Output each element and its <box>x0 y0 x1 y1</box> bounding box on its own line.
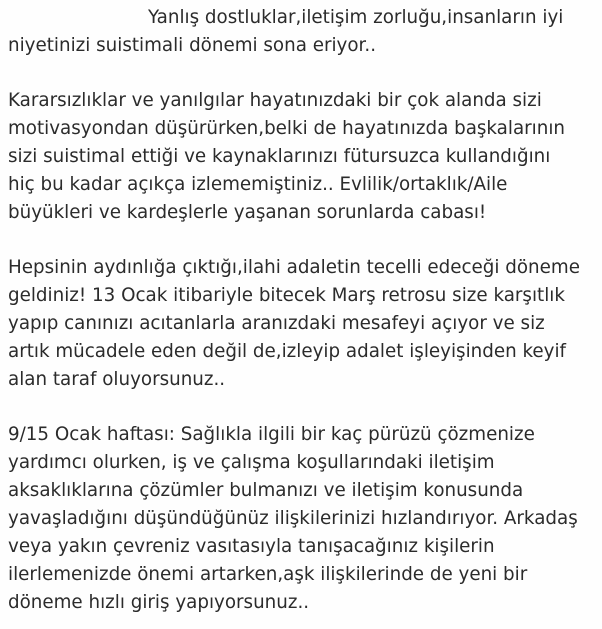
paragraph-4-line-2: yardımcı olurken, iş ve çalışma koşullarındaki iletişim <box>8 452 495 473</box>
paragraph-2-line-3: sizi suistimal ettiği ve kaynaklarınızı fütursuzca kullandığını <box>8 146 551 167</box>
paragraph-3-line-5: alan taraf oluyorsunuz.. <box>8 369 226 390</box>
paragraph-3-line-1: Hepsinin aydınlığa çıktığı,ilahi adaletin tecelli edeceği döneme <box>8 257 580 278</box>
paragraph-1-line-1: Yanlış dostluklar,iletişim zorluğu,insanların iyi <box>148 7 564 28</box>
paragraph-3-line-3: yapıp canınızı acıtanlarla aranızdaki mesafeyi açıyor ve siz <box>8 313 545 334</box>
paragraph-2-line-4: hiç bu kadar açıkça izlememiştiniz.. Evlilik/ortaklık/Aile <box>8 174 508 195</box>
paragraph-4-line-5: veya yakın çevreniz vasıtasıyla tanışacağınız kişilerin <box>8 536 495 557</box>
paragraph-4-line-6: ilerlemenizde önemi artarken,aşk ilişkilerinde de yeni bir <box>8 564 528 585</box>
paragraph-4-line-3: aksaklıklarına çözümler bulmanızı ve iletişim konusunda <box>8 480 524 501</box>
paragraph-4-line-1: 9/15 Ocak haftası: Sağlıkla ilgili bir kaç pürüzü çözmenize <box>8 424 535 445</box>
paragraph-2-line-2: motivasyondan düşürürken,belki de hayatınızda başkalarının <box>8 118 566 139</box>
paragraph-2-line-1: Kararsızlıklar ve yanılgılar hayatınızdaki bir çok alanda sizi <box>8 90 542 111</box>
paragraph-2-line-5: büyükleri ve kardeşlerle yaşanan sorunlarda cabası! <box>8 202 487 223</box>
paragraph-3-line-4: artık mücadele eden değil de,izleyip adalet işleyişinden keyif <box>8 341 566 362</box>
paragraph-1-line-2: niyetinizi suistimali dönemi sona eriyor.. <box>8 35 377 56</box>
paragraph-4-line-7: döneme hızlı giriş yapıyorsunuz.. <box>8 592 310 613</box>
paragraph-3-line-2: geldiniz! 13 Ocak itibariyle bitecek Marş retrosu size karşıtlık <box>8 285 565 306</box>
paragraph-4-line-4: yavaşladığını düşündüğünüz ilişkilerinizi hızlandırıyor. Arkadaş <box>8 508 578 529</box>
